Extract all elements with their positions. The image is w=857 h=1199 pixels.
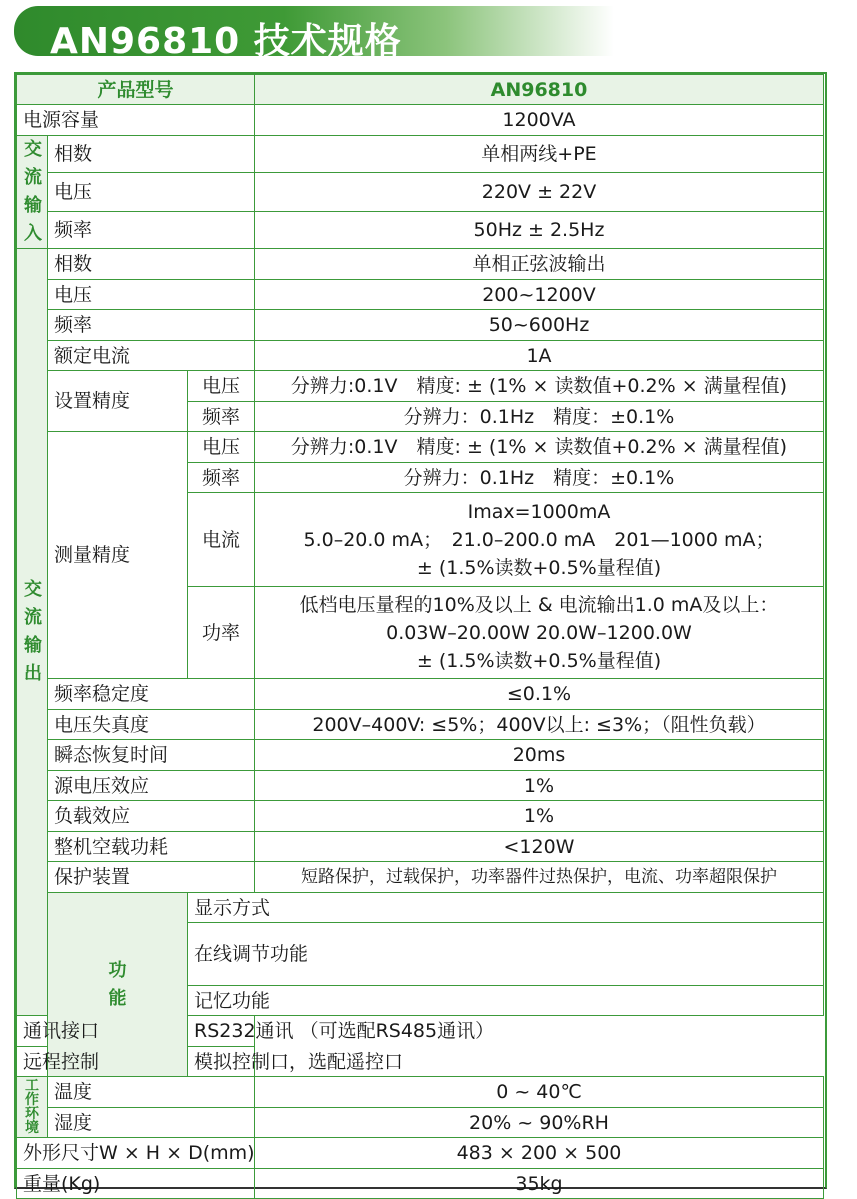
dimensions-value: 483 × 200 × 500 <box>255 1138 824 1169</box>
table-row <box>17 740 824 771</box>
current-line: 5.0–20.0 mA； 21.0–200.0 mA 201—1000 mA； <box>303 528 775 551</box>
memory-label: 记忆功能 <box>188 986 824 1016</box>
set-freq-value: 分辨力：0.1Hz 精度：±0.1% <box>255 402 824 432</box>
table-row <box>17 893 824 923</box>
measure-freq-value: 分辨力：0.1Hz 精度：±0.1% <box>255 463 824 493</box>
set-freq-label: 频率 <box>188 402 255 432</box>
dimensions-label: 外形尺寸W × H × D(mm) <box>17 1138 255 1169</box>
power-line: 低档电压量程的10%及以上 & 电流输出1.0 mA及以上： <box>299 593 779 616</box>
rated-current-value: 1A <box>255 341 824 371</box>
table-row <box>17 1138 824 1169</box>
measure-voltage-label: 电压 <box>188 432 255 463</box>
output-voltage-label: 电压 <box>48 280 255 310</box>
table-row <box>17 310 824 341</box>
idle-power-value: <120W <box>255 832 824 862</box>
title-banner <box>14 6 614 62</box>
table-row <box>17 1108 824 1138</box>
input-voltage-label: 电压 <box>48 173 255 211</box>
capacity-value: 1200VA <box>255 105 824 136</box>
weight-value: 35kg <box>255 1169 824 1199</box>
group-function-text: 功能 <box>108 959 127 1009</box>
measure-power-label: 功率 <box>188 587 255 679</box>
table-row <box>17 173 824 211</box>
remote-label: 远程控制 <box>17 1047 188 1077</box>
protection-value: 短路保护，过载保护，功率器件过热保护，电流、功率超限保护 <box>255 862 824 893</box>
online-adjust-label: 在线调节功能 <box>188 923 824 986</box>
idle-power-label: 整机空载功耗 <box>48 832 255 862</box>
output-voltage-value: 200~1200V <box>255 280 824 310</box>
rated-current-label: 额定电流 <box>48 341 255 371</box>
freq-stability-label: 频率稳定度 <box>48 679 255 710</box>
input-phase-label: 相数 <box>48 136 255 173</box>
temperature-value: 0 ~ 40℃ <box>255 1077 824 1108</box>
table-row <box>17 679 824 710</box>
table-row <box>17 1016 824 1047</box>
table-row <box>17 136 824 173</box>
table-row <box>17 801 824 832</box>
table-row <box>17 710 824 740</box>
group-ac-input <box>17 136 48 249</box>
temperature-label: 温度 <box>48 1077 255 1108</box>
header-label: 产品型号 <box>17 75 255 105</box>
table-row <box>17 371 824 402</box>
table-row <box>17 211 824 248</box>
group-ac-input-text: 交流输入 <box>24 139 42 244</box>
page-title: AN96810 技术规格 <box>50 21 402 62</box>
input-voltage-value: 220V ± 22V <box>255 173 824 211</box>
header-value: AN96810 <box>255 75 824 105</box>
set-precision-label: 设置精度 <box>48 371 188 432</box>
voltage-distortion-label: 电压失真度 <box>48 710 255 740</box>
power-line: 0.03W–20.00W 20.0W–1200.0W <box>386 621 692 644</box>
current-line: Imax=1000mA <box>467 500 611 523</box>
transient-recovery-label: 瞬态恢复时间 <box>48 740 255 771</box>
display-label: 显示方式 <box>188 893 824 923</box>
measure-power-value <box>255 587 824 679</box>
comm-value: RS232通讯 （可选配RS485通讯） <box>188 1016 255 1047</box>
group-environment <box>17 1077 48 1138</box>
output-phase-value: 单相正弦波输出 <box>255 249 824 280</box>
transient-recovery-value: 20ms <box>255 740 824 771</box>
output-freq-label: 频率 <box>48 310 255 341</box>
input-freq-label: 频率 <box>48 211 255 248</box>
set-voltage-value: 分辨力:0.1V 精度: ± (1% × 读数值+0.2% × 满量程值) <box>255 371 824 402</box>
group-ac-output <box>17 249 48 1016</box>
measure-current-label: 电流 <box>188 493 255 587</box>
group-environment-text: 工作环境 <box>25 1078 39 1136</box>
voltage-distortion-value: 200V–400V: ≤5%；400V以上: ≤3%；（阻性负载） <box>255 710 824 740</box>
table-header-row <box>17 75 824 105</box>
source-effect-value: 1% <box>255 771 824 801</box>
group-ac-output-text: 交流输出 <box>24 579 42 684</box>
source-effect-label: 源电压效应 <box>48 771 255 801</box>
table-row <box>17 771 824 801</box>
humidity-label: 湿度 <box>48 1108 255 1138</box>
set-voltage-label: 电压 <box>188 371 255 402</box>
output-freq-value: 50~600Hz <box>255 310 824 341</box>
table-row <box>17 105 824 136</box>
measure-freq-label: 频率 <box>188 463 255 493</box>
measure-voltage-value: 分辨力:0.1V 精度: ± (1% × 读数值+0.2% × 满量程值) <box>255 432 824 463</box>
load-effect-label: 负载效应 <box>48 801 255 832</box>
input-phase-value: 单相两线+PE <box>255 136 824 173</box>
output-phase-label: 相数 <box>48 249 255 280</box>
capacity-label: 电源容量 <box>17 105 255 136</box>
table-row <box>17 1169 824 1199</box>
protection-label: 保护装置 <box>48 862 255 893</box>
table-row <box>17 432 824 463</box>
spec-table <box>16 74 824 1199</box>
weight-label: 重量(Kg) <box>17 1169 255 1199</box>
table-row <box>17 1077 824 1108</box>
load-effect-value: 1% <box>255 801 824 832</box>
table-row <box>17 832 824 862</box>
input-freq-value: 50Hz ± 2.5Hz <box>255 211 824 248</box>
table-row <box>17 280 824 310</box>
table-row <box>17 862 824 893</box>
remote-value: 模拟控制口，选配遥控口 <box>188 1047 255 1077</box>
table-row <box>17 1047 824 1077</box>
comm-label: 通讯接口 <box>17 1016 188 1047</box>
humidity-value: 20% ~ 90%RH <box>255 1108 824 1138</box>
power-line: ± (1.5%读数+0.5%量程值) <box>416 649 662 672</box>
measure-current-value <box>255 493 824 587</box>
current-line: ± (1.5%读数+0.5%量程值) <box>416 556 662 579</box>
freq-stability-value: ≤0.1% <box>255 679 824 710</box>
table-row <box>17 249 824 280</box>
table-row <box>17 341 824 371</box>
measure-precision-label: 测量精度 <box>48 432 188 679</box>
